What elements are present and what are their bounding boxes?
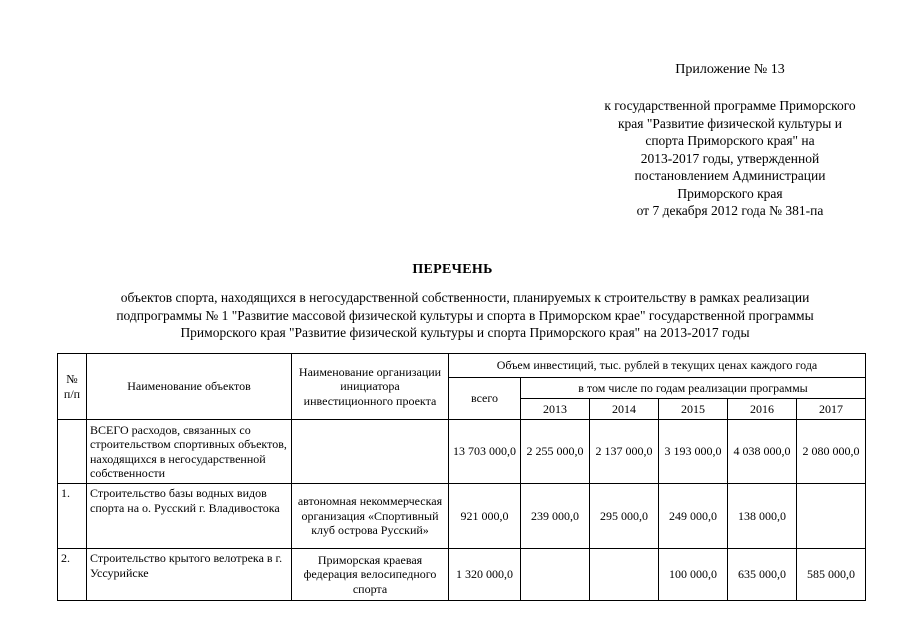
header-year: 2015 <box>659 399 728 420</box>
row-year-value: 100 000,0 <box>659 549 728 601</box>
row-year-value: 2 080 000,0 <box>797 420 866 484</box>
header-total: всего <box>449 378 521 420</box>
appendix-number: Приложение № 13 <box>675 62 785 77</box>
row-total: 921 000,0 <box>449 484 521 549</box>
row-num: 1. <box>58 484 87 549</box>
row-object-name: Строительство базы водных видов спорта на о. Русский г. Владивостока <box>87 484 292 549</box>
header-investment: Объем инвестиций, тыс. рублей в текущих ценах каждого года <box>449 354 866 378</box>
approval-line: Приморского края <box>677 185 783 201</box>
row-year-value: 239 000,0 <box>521 484 590 549</box>
row-year-value: 249 000,0 <box>659 484 728 549</box>
row-year-value: 138 000,0 <box>728 484 797 549</box>
header-organization: Наименование организации инициатора инвестиционного проекта <box>292 354 449 420</box>
approval-block <box>585 97 875 220</box>
header-object-name: Наименование объектов <box>87 354 292 420</box>
approval-line: постановлением Администрации <box>634 168 826 183</box>
header-year: 2014 <box>590 399 659 420</box>
header-year: 2017 <box>797 399 866 420</box>
row-num <box>58 420 87 484</box>
subtitle-line: объектов спорта, находящихся в негосударственной собственности, планируемых к строительству в рамках реализации <box>120 290 810 305</box>
document-subtitle <box>70 289 860 342</box>
row-year-value <box>521 549 590 601</box>
subtitle-line: Приморского края "Развитие физической культуры и спорта Приморского края" на 2013-2017 годы <box>180 325 750 340</box>
header-year: 2013 <box>521 399 590 420</box>
approval-line: края "Развитие физической культуры и <box>618 115 842 131</box>
row-total: 13 703 000,0 <box>449 420 521 484</box>
row-year-value: 4 038 000,0 <box>728 420 797 484</box>
row-num: 2. <box>58 549 87 601</box>
row-object-name: ВСЕГО расходов, связанных со строительством спортивных объектов, находящихся в негосударственной собственности <box>87 420 292 484</box>
row-year-value: 3 193 000,0 <box>659 420 728 484</box>
header-num: № п/п <box>58 354 87 420</box>
investment-table <box>57 353 866 601</box>
row-organization: автономная некоммерческая организация «Спортивный клуб острова Русский» <box>292 484 449 549</box>
row-year-value: 295 000,0 <box>590 484 659 549</box>
row-year-value: 585 000,0 <box>797 549 866 601</box>
row-year-value <box>590 549 659 601</box>
document-title: ПЕРЕЧЕНЬ <box>412 262 493 277</box>
table-row <box>58 484 866 549</box>
row-year-value: 635 000,0 <box>728 549 797 601</box>
approval-line: 2013-2017 годы, утвержденной <box>640 150 820 166</box>
header-year: 2016 <box>728 399 797 420</box>
row-object-name: Строительство крытого велотрека в г. Уссурийске <box>87 549 292 601</box>
row-total: 1 320 000,0 <box>449 549 521 601</box>
subtitle-line: подпрограммы № 1 "Развитие массовой физической культуры и спорта в Приморском крае" государственной программы <box>116 307 814 323</box>
row-organization: Приморская краевая федерация велосипедного спорта <box>292 549 449 601</box>
row-year-value: 2 255 000,0 <box>521 420 590 484</box>
approval-line: к государственной программе Приморского <box>604 98 856 113</box>
row-year-value: 2 137 000,0 <box>590 420 659 484</box>
approval-line: спорта Приморского края" на <box>645 133 815 148</box>
header-by-years: в том числе по годам реализации программы <box>521 378 866 399</box>
approval-line: от 7 декабря 2012 года № 381-па <box>636 203 824 218</box>
table-row <box>58 549 866 601</box>
row-year-value <box>797 484 866 549</box>
row-organization <box>292 420 449 484</box>
table-row-total <box>58 420 866 484</box>
